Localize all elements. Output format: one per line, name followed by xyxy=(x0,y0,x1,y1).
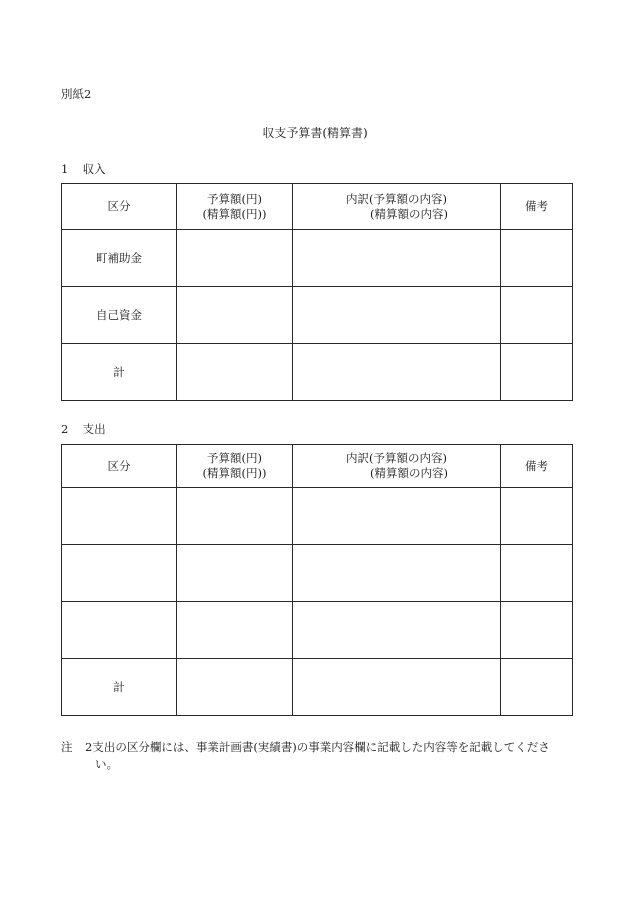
expense-header-category: 区分 xyxy=(62,445,177,488)
expense-heading-label: 支出 xyxy=(82,422,106,436)
footnote-text-line1: 2支出の区分欄には、事業計画書(実績書)の事業内容欄に記載した内容等を記載してくださ xyxy=(85,740,550,754)
expense-row-detail[interactable] xyxy=(293,545,501,602)
income-row-detail[interactable] xyxy=(293,230,501,287)
table-row xyxy=(62,659,573,716)
income-header-amount-line1: 予算額(円) xyxy=(207,191,262,206)
table-row xyxy=(62,287,573,344)
expense-row-category: 計 xyxy=(62,659,177,716)
expense-row-category[interactable] xyxy=(62,545,177,602)
expense-header-amount xyxy=(177,445,293,488)
expense-row-category[interactable] xyxy=(62,488,177,545)
expense-row-amount[interactable] xyxy=(177,659,293,716)
income-header-amount-line2: (精算額(円)) xyxy=(202,206,267,221)
income-table xyxy=(61,183,573,401)
table-row xyxy=(62,545,573,602)
table-row xyxy=(62,344,573,401)
expense-header-remarks: 備考 xyxy=(501,445,573,488)
expense-row-remarks[interactable] xyxy=(501,602,573,659)
expense-header-detail xyxy=(293,445,501,488)
expense-row-amount[interactable] xyxy=(177,602,293,659)
income-row-amount[interactable] xyxy=(177,230,293,287)
income-header-amount xyxy=(177,184,293,230)
income-header-detail xyxy=(293,184,501,230)
income-header-detail-line1: 内訳(予算額の内容) xyxy=(346,191,447,206)
expense-header-detail-line1: 内訳(予算額の内容) xyxy=(346,451,447,465)
expense-row-detail[interactable] xyxy=(293,659,501,716)
expense-header-amount-line2: (精算額(円)) xyxy=(202,466,267,480)
income-row-detail[interactable] xyxy=(293,344,501,401)
income-heading-number: 1 xyxy=(61,162,69,176)
income-header-category: 区分 xyxy=(62,184,177,230)
expense-row-remarks[interactable] xyxy=(501,659,573,716)
table-row xyxy=(62,230,573,287)
income-row-detail[interactable] xyxy=(293,287,501,344)
expense-row-detail[interactable] xyxy=(293,488,501,545)
income-header-remarks: 備考 xyxy=(501,184,573,230)
expense-heading-number: 2 xyxy=(61,422,69,436)
table-row xyxy=(62,602,573,659)
attachment-label: 別紙2 xyxy=(61,87,92,101)
expense-heading xyxy=(61,421,106,437)
page-title: 収支予算書(精算書) xyxy=(262,126,368,140)
income-heading-label: 収入 xyxy=(82,162,106,176)
income-row-remarks[interactable] xyxy=(501,287,573,344)
footnote-label: 注 xyxy=(61,740,73,754)
income-row-remarks[interactable] xyxy=(501,230,573,287)
income-row-remarks[interactable] xyxy=(501,344,573,401)
income-row-amount[interactable] xyxy=(177,287,293,344)
expense-row-remarks[interactable] xyxy=(501,488,573,545)
expense-table xyxy=(61,444,573,716)
income-header-row xyxy=(62,184,573,230)
footnote-text-line2: い。 xyxy=(95,757,118,771)
expense-row-amount[interactable] xyxy=(177,488,293,545)
expense-row-remarks[interactable] xyxy=(501,545,573,602)
expense-header-row xyxy=(62,445,573,488)
expense-row-detail[interactable] xyxy=(293,602,501,659)
income-row-category: 計 xyxy=(62,344,177,401)
expense-header-amount-line1: 予算額(円) xyxy=(207,451,262,465)
income-heading xyxy=(61,161,106,177)
income-header-detail-line2: (精算額の内容) xyxy=(370,206,448,221)
expense-row-category[interactable] xyxy=(62,602,177,659)
income-row-category: 自己資金 xyxy=(62,287,177,344)
expense-header-detail-line2: (精算額の内容) xyxy=(370,466,448,480)
table-row xyxy=(62,488,573,545)
expense-row-amount[interactable] xyxy=(177,545,293,602)
income-row-category: 町補助金 xyxy=(62,230,177,287)
income-row-amount[interactable] xyxy=(177,344,293,401)
